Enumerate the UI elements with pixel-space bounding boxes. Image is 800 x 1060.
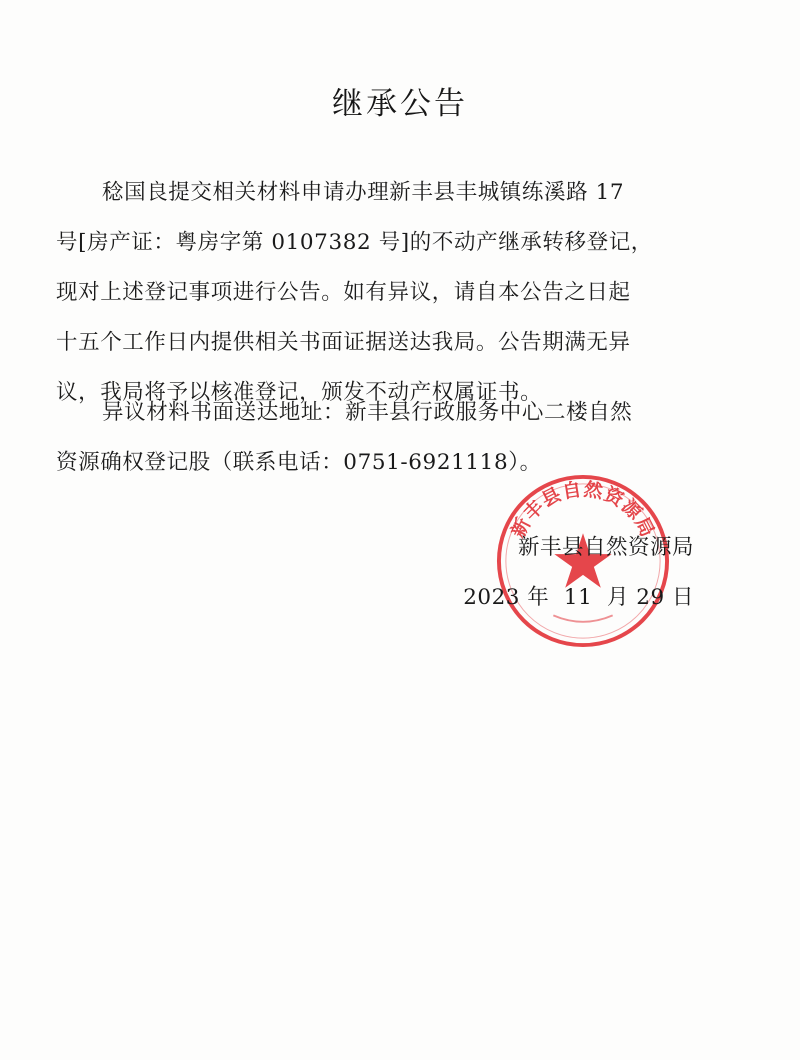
issuing-organization: 新丰县自然资源局 <box>517 535 694 560</box>
notice-date: 2023 年 11 月 29 日 <box>463 585 694 610</box>
notice-title: 继承公告 <box>332 86 468 122</box>
body-line: 议，我局将予以核准登记，颁发不动产权属证书。 <box>56 380 543 405</box>
official-seal-stamp <box>494 472 672 650</box>
body-line: 稔国良提交相关材料申请办理新丰县丰城镇练溪路 17 <box>102 180 625 205</box>
body-line: 异议材料书面送达地址：新丰县行政服务中心二楼自然 <box>102 400 633 425</box>
body-line: 号[房产证：粤房字第 0107382 号]的不动产继承转移登记， <box>56 230 653 255</box>
body-line: 十五个工作日内提供相关书面证据送达我局。公告期满无异 <box>56 330 631 355</box>
notice-body-paragraph-1 <box>56 168 706 418</box>
body-line: 现对上述登记事项进行公告。如有异议，请自本公告之日起 <box>56 280 631 305</box>
seal-text: 新丰县自然资源局 <box>507 479 659 542</box>
body-line: 资源确权登记股（联系电话：0751-6921118）。 <box>56 450 542 475</box>
